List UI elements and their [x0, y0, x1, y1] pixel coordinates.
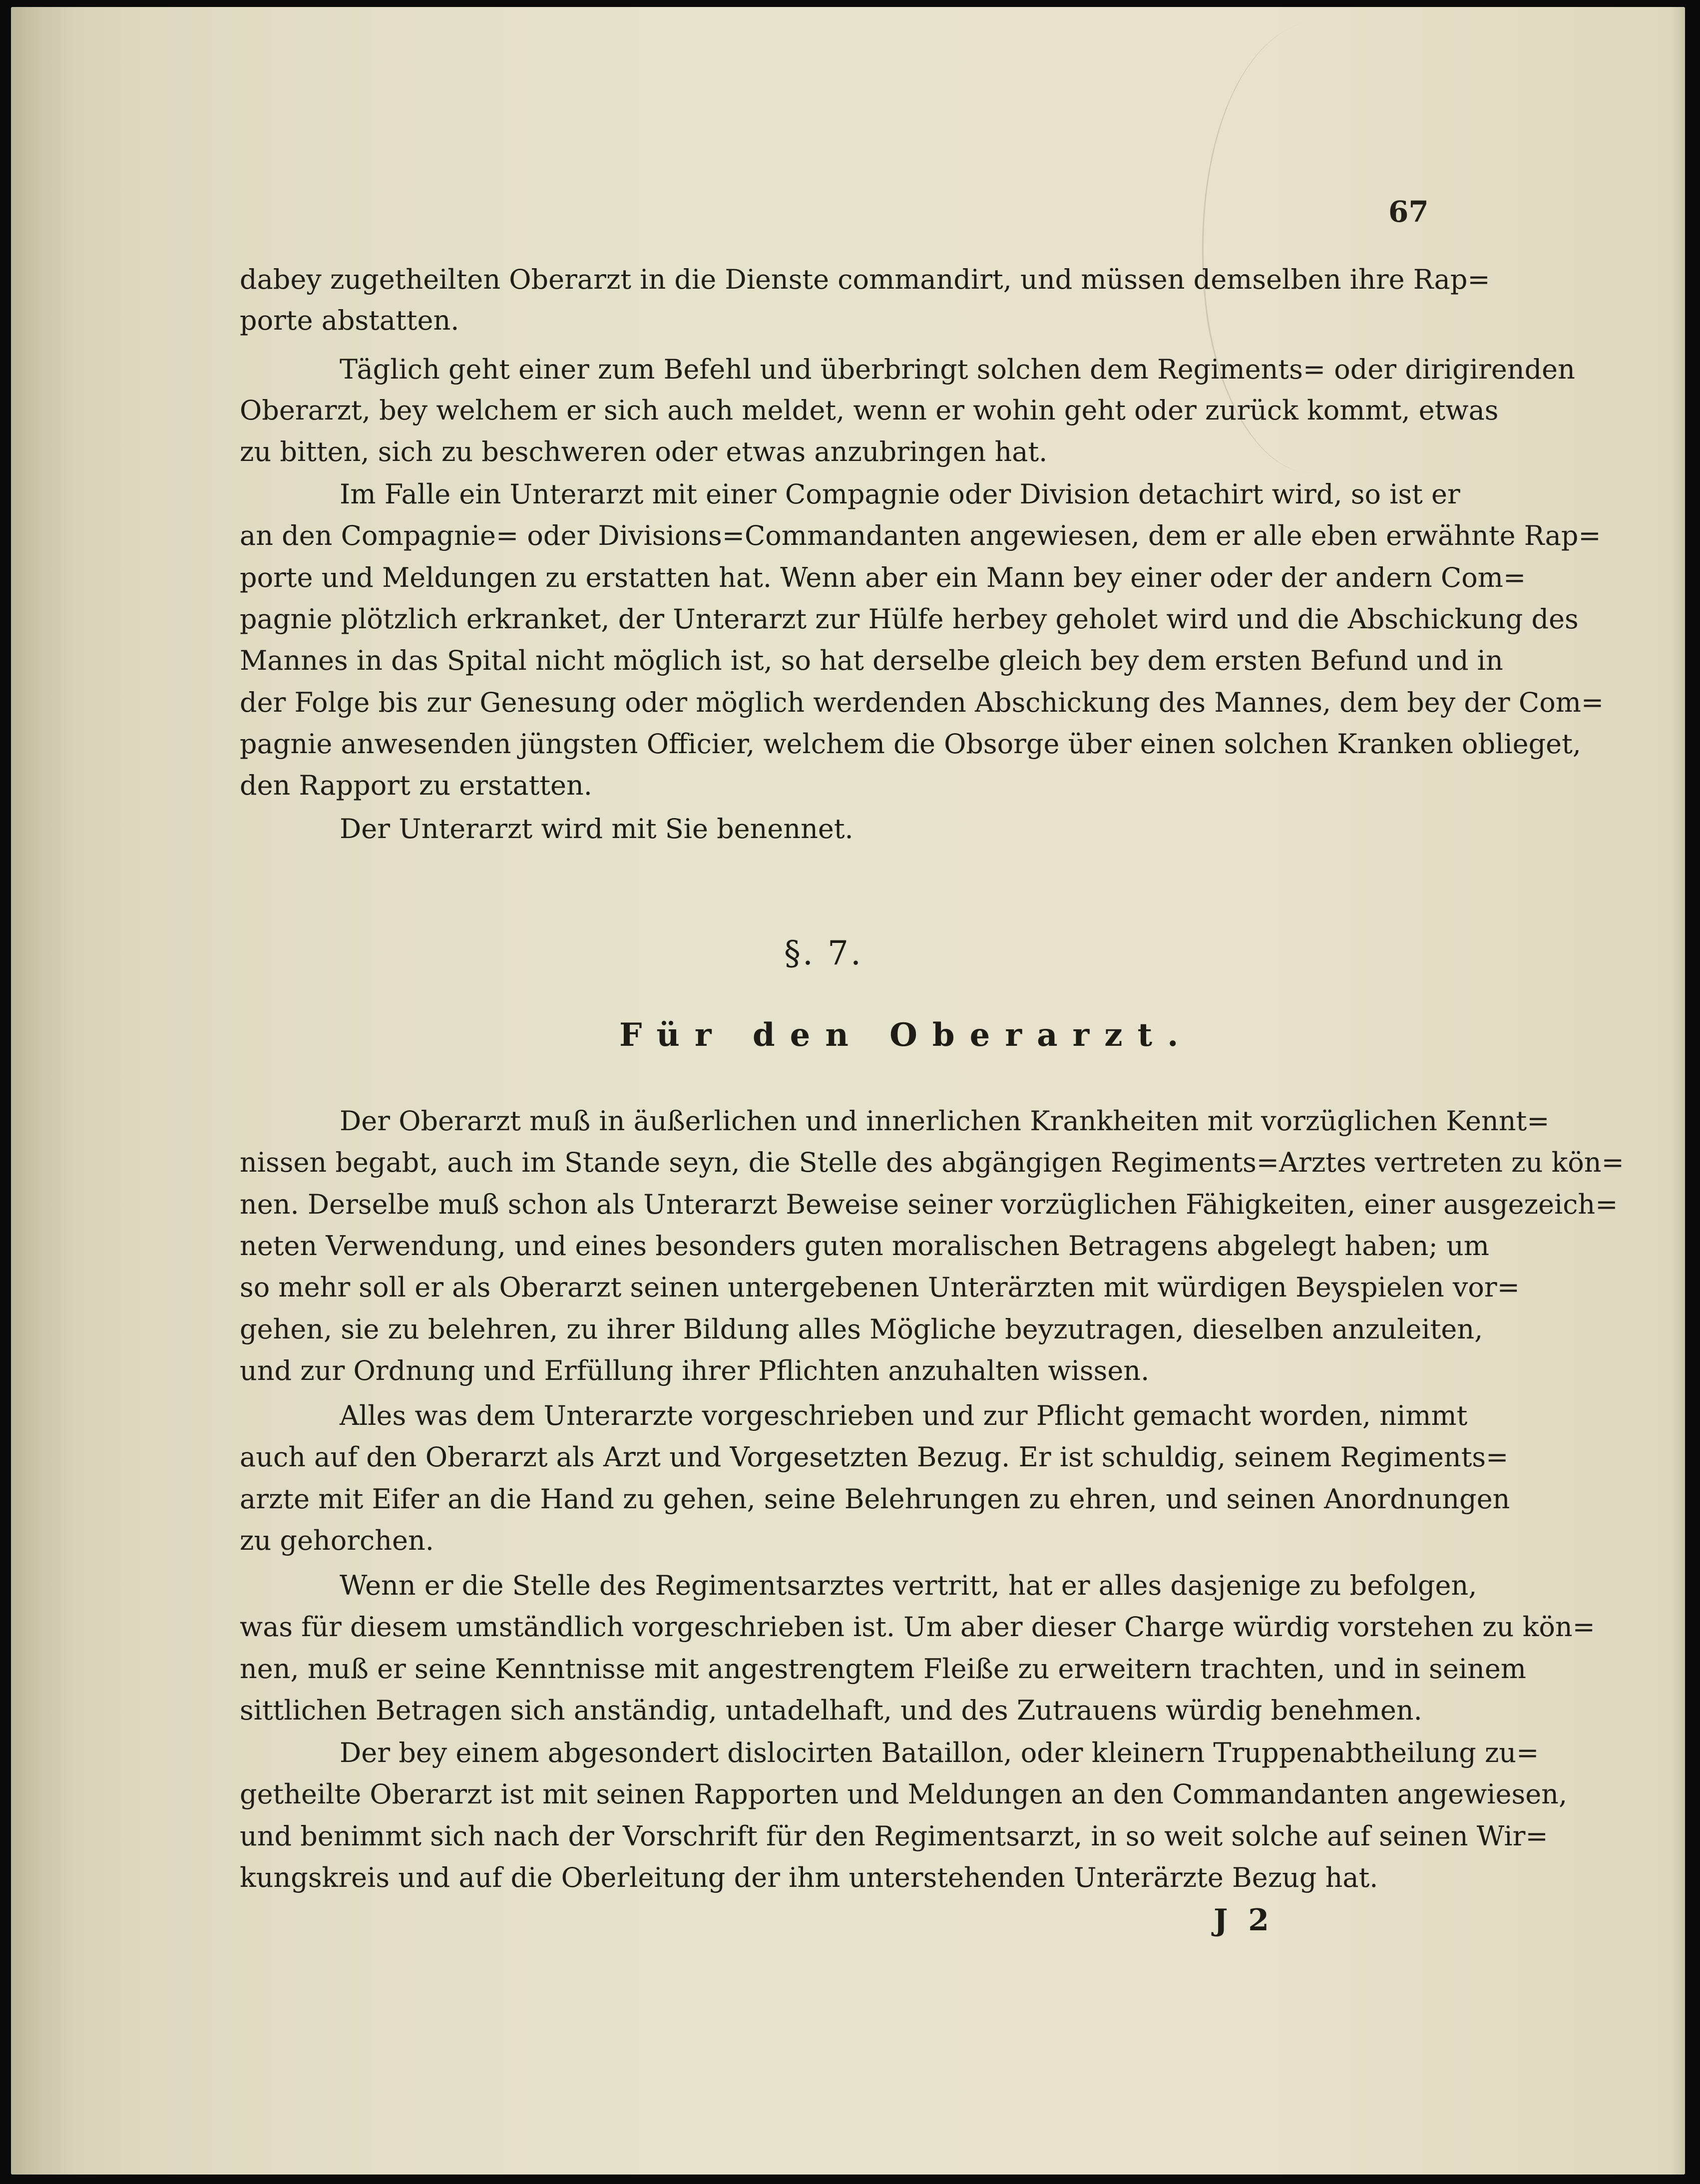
page-number: 67	[1388, 195, 1429, 229]
text-line: dabey zugetheilten Oberarzt in die Dienste commandirt, und müssen demselben ihre Rap=	[240, 264, 1490, 295]
text-line: nen, muß er seine Kenntnisse mit angestrengtem Fleiße zu erweitern trachten, und in seinem	[240, 1653, 1526, 1685]
text-line: Im Falle ein Unterarzt mit einer Compagnie oder Division detachirt wird, so ist er	[340, 478, 1460, 510]
text-line: so mehr soll er als Oberarzt seinen untergebenen Unterärzten mit würdigen Beyspielen vor=	[240, 1272, 1520, 1303]
text-line: Der Unterarzt wird mit Sie benennet.	[340, 813, 853, 845]
text-line: der Folge bis zur Genesung oder möglich werdenden Abschickung des Mannes, dem bey der Com=	[240, 687, 1604, 718]
text-line: Oberarzt, bey welchem er sich auch meldet, wenn er wohin geht oder zurück kommt, etwas	[240, 395, 1499, 426]
text-line: porte und Meldungen zu erstatten hat. Wenn aber ein Mann bey einer oder der andern Com=	[240, 562, 1526, 593]
signature-mark: J 2	[1214, 1903, 1275, 1938]
text-line: arzte mit Eifer an die Hand zu gehen, seine Belehrungen zu ehren, und seinen Anordnungen	[240, 1483, 1510, 1515]
text-line: pagnie anwesenden jüngsten Officier, welchem die Obsorge über einen solchen Kranken oblieget,	[240, 728, 1581, 760]
page-edge-shadow	[1670, 7, 1685, 2175]
text-line: an den Compagnie= oder Divisions=Commandanten angewiesen, dem er alle eben erwähnte Rap=	[240, 520, 1601, 551]
text-line: pagnie plötzlich erkranket, der Unterarzt zur Hülfe herbey geholet wird und die Abschickung des	[240, 603, 1579, 635]
text-line: nissen begabt, auch im Stande seyn, die Stelle des abgängigen Regiments=Arztes vertreten zu kön=	[240, 1147, 1624, 1178]
section-title: Für den Oberarzt.	[619, 1016, 1194, 1054]
text-line: Mannes in das Spital nicht möglich ist, so hat derselbe gleich bey dem ersten Befund und in	[240, 645, 1503, 676]
text-line: Der bey einem abgesondert dislocirten Bataillon, oder kleinern Truppenabtheilung zu=	[340, 1737, 1539, 1768]
text-line: getheilte Oberarzt ist mit seinen Rapporten und Meldungen an den Commandanten angewiesen,	[240, 1778, 1568, 1810]
binding-gutter	[11, 7, 76, 2175]
section-number: §. 7.	[784, 934, 863, 972]
text-line: gehen, sie zu belehren, zu ihrer Bildung alles Mögliche beyzutragen, dieselben anzuleiten,	[240, 1313, 1483, 1345]
text-line: Täglich geht einer zum Befehl und überbringt solchen dem Regiments= oder dirigirenden	[340, 354, 1575, 385]
text-line: den Rapport zu erstatten.	[240, 770, 592, 801]
text-line: Alles was dem Unterarzte vorgeschrieben und zur Pflicht gemacht worden, nimmt	[340, 1400, 1468, 1431]
text-line: Der Oberarzt muß in äußerlichen und innerlichen Krankheiten mit vorzüglichen Kennt=	[340, 1105, 1550, 1137]
text-line: kungskreis und auf die Oberleitung der ihm unterstehenden Unterärzte Bezug hat.	[240, 1862, 1378, 1893]
text-line: auch auf den Oberarzt als Arzt und Vorgesetzten Bezug. Er ist schuldig, seinem Regiments=	[240, 1441, 1509, 1473]
text-line: und zur Ordnung und Erfüllung ihrer Pflichten anzuhalten wissen.	[240, 1355, 1150, 1386]
text-line: sittlichen Betragen sich anständig, untadelhaft, und des Zutrauens würdig benehmen.	[240, 1695, 1422, 1726]
text-line: was für diesem umständlich vorgeschrieben ist. Um aber dieser Charge würdig vorstehen zu kön=	[240, 1611, 1595, 1643]
text-line: nen. Derselbe muß schon als Unterarzt Beweise seiner vorzüglichen Fähigkeiten, einer ausgezeich=	[240, 1189, 1618, 1220]
text-line: und benimmt sich nach der Vorschrift für den Regimentsarzt, in so weit solche auf seinen Wir=	[240, 1820, 1548, 1852]
text-line: Wenn er die Stelle des Regimentsarztes vertritt, hat er alles dasjenige zu befolgen,	[340, 1570, 1477, 1601]
text-line: zu bitten, sich zu beschweren oder etwas anzubringen hat.	[240, 436, 1048, 467]
text-line: porte abstatten.	[240, 305, 459, 336]
text-line: neten Verwendung, und eines besonders guten moralischen Betragens abgelegt haben; um	[240, 1230, 1489, 1262]
text-line: zu gehorchen.	[240, 1525, 434, 1556]
